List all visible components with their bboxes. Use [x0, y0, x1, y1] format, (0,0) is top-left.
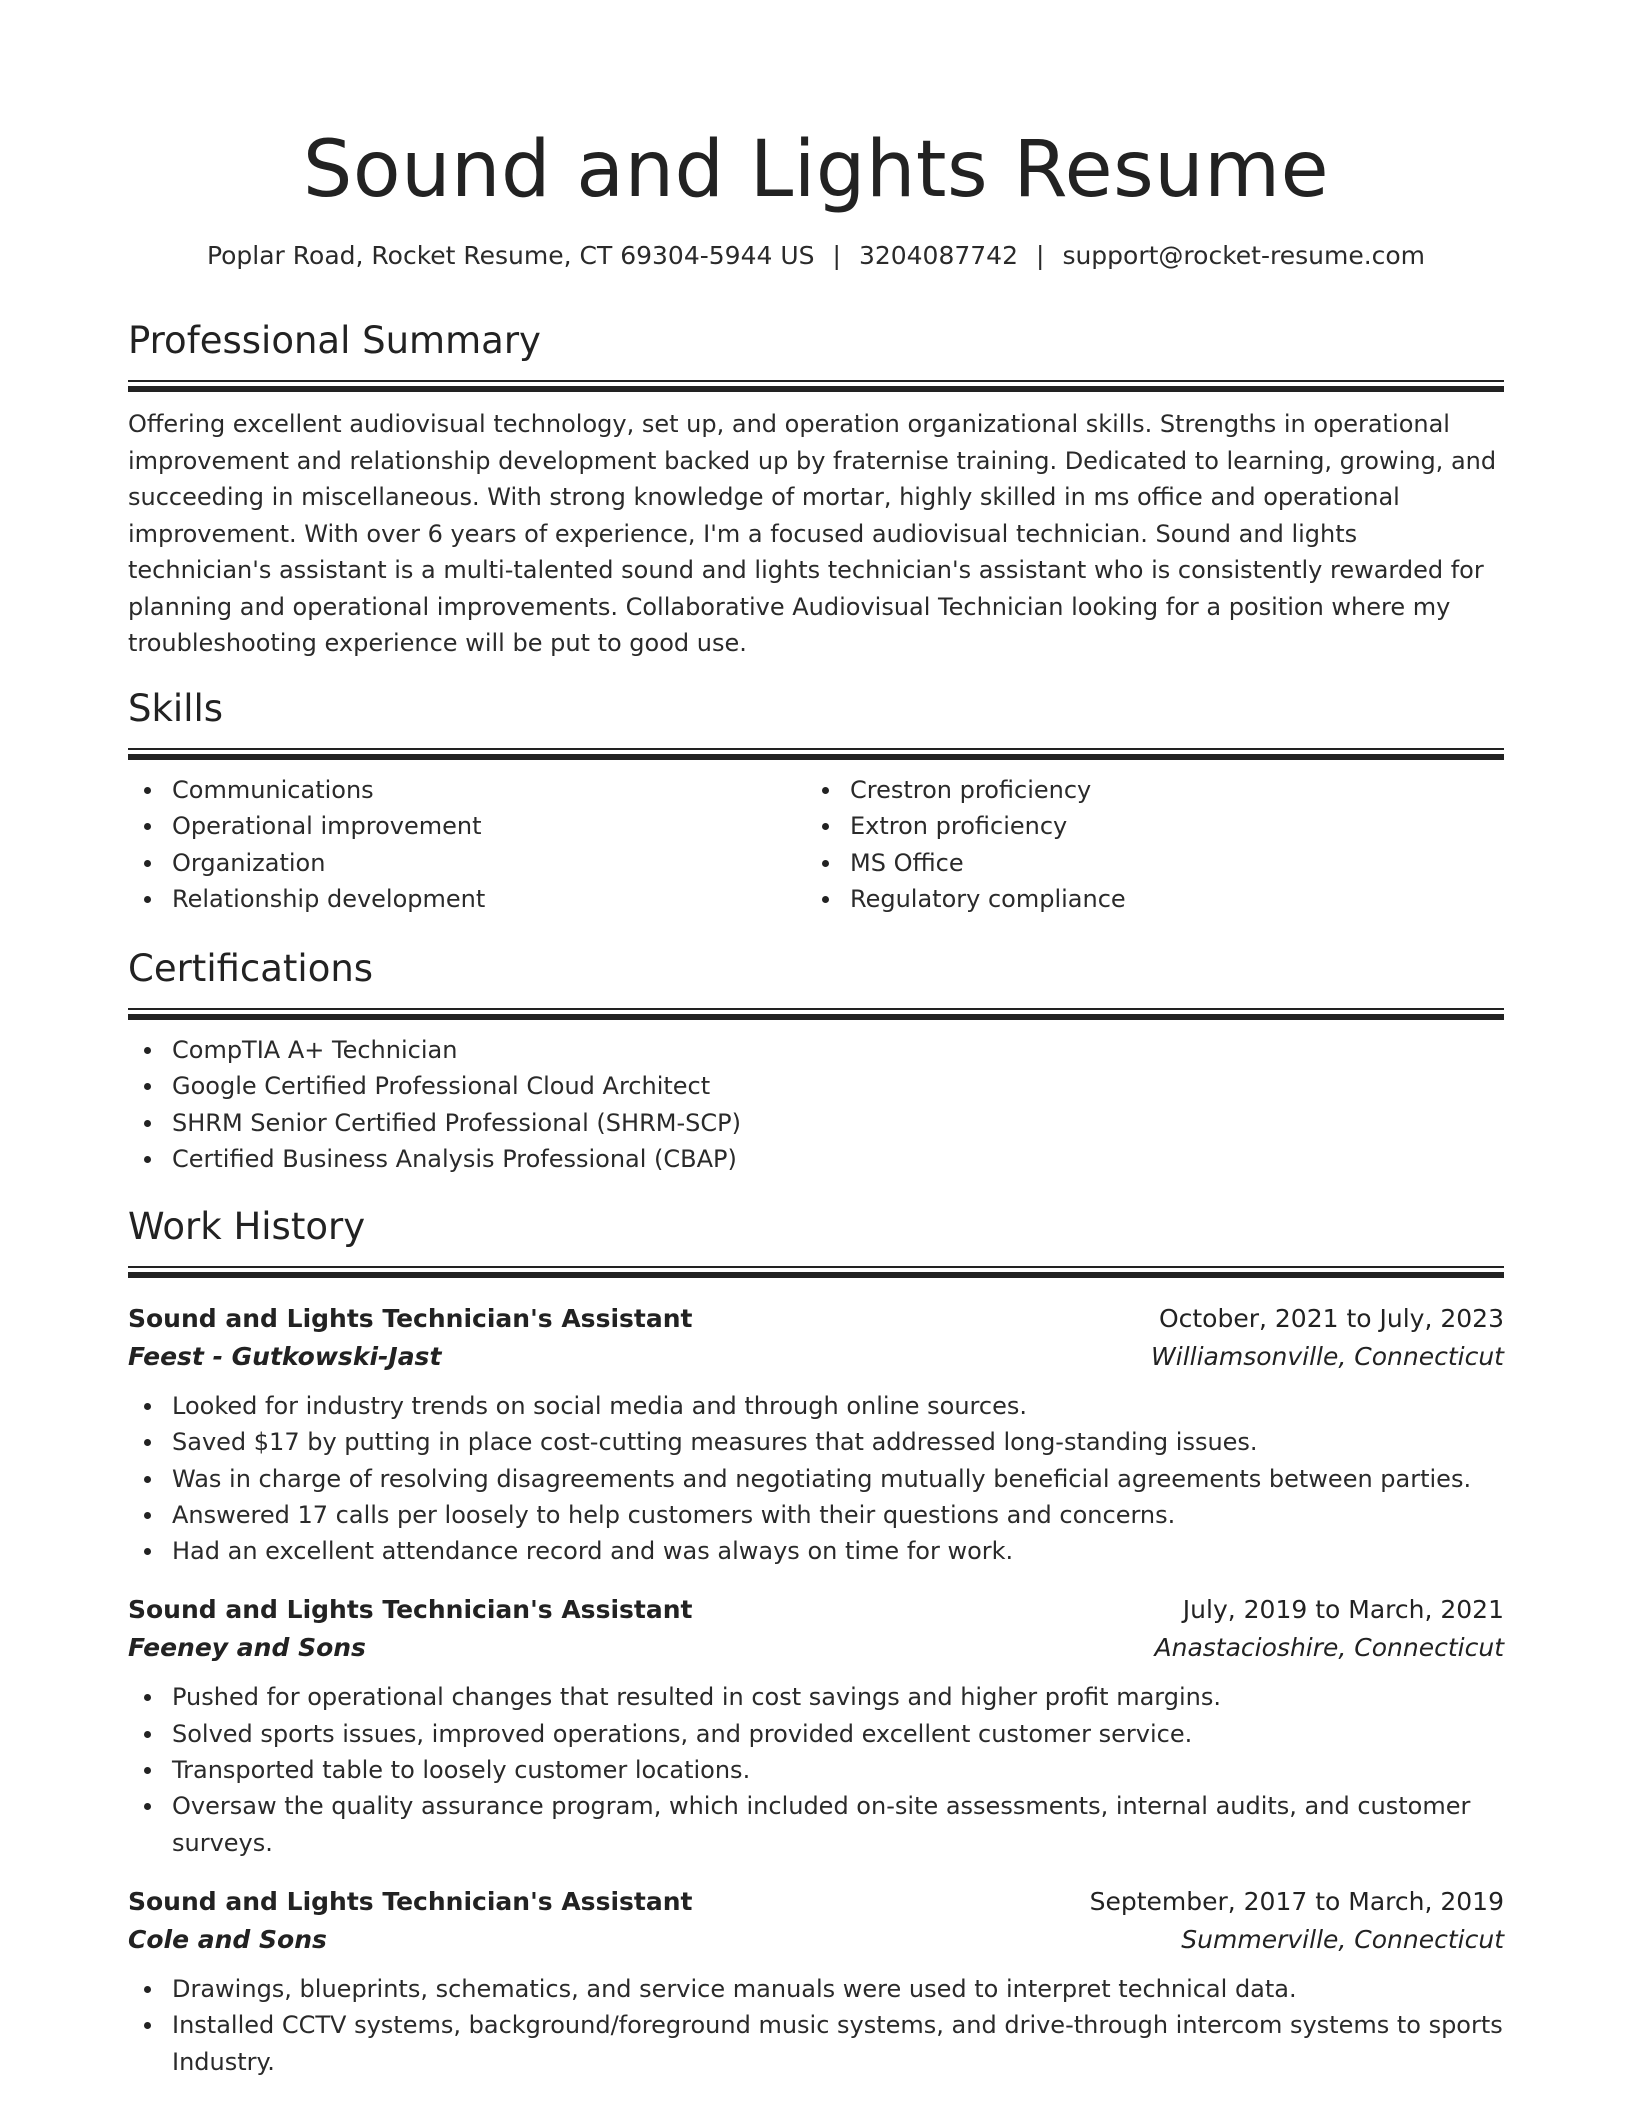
contact-phone: 3204087742 — [858, 241, 1018, 270]
job-header-row — [128, 1591, 1504, 1629]
skills-section — [128, 684, 1504, 917]
job-dates: July, 2019 to March, 2021 — [1182, 1595, 1504, 1625]
section-divider — [128, 1266, 1504, 1278]
contact-email: support@rocket-resume.com — [1062, 241, 1426, 270]
skills-heading: Skills — [128, 687, 224, 730]
job-bullet: Had an excellent attendance record and was always on time for work. — [172, 1533, 1504, 1569]
job-bullet: Pushed for operational changes that resulted in cost savings and higher profit margins. — [172, 1679, 1504, 1715]
job-header-row — [128, 1300, 1504, 1338]
contact-line — [128, 238, 1504, 274]
job-header-row — [128, 1883, 1504, 1921]
job-bullet: Solved sports issues, improved operations, and provided excellent customer service. — [172, 1716, 1504, 1752]
certifications-heading: Certifications — [128, 947, 374, 990]
job-entry — [128, 1883, 1504, 2080]
skills-list-right — [806, 772, 1484, 917]
job-location: Williamsonville, Connecticut — [1151, 1342, 1504, 1371]
skill-item: Crestron proficiency — [850, 772, 1484, 808]
job-title: Sound and Lights Technician's Assistant — [128, 1886, 693, 1916]
job-bullet: Installed CCTV systems, background/foreground music systems, and drive-through intercom systems to sports Industry. — [172, 2007, 1504, 2080]
job-company: Feeney and Sons — [128, 1633, 366, 1663]
job-company-row — [128, 1629, 1504, 1667]
section-divider — [128, 380, 1504, 392]
skills-columns — [128, 760, 1504, 917]
job-bullet: Saved $17 by putting in place cost-cutting measures that addressed long-standing issues. — [172, 1424, 1504, 1460]
job-company: Cole and Sons — [128, 1924, 327, 1954]
summary-text: Offering excellent audiovisual technology, set up, and operation organizational skills. Strengths in operational improvement and relationship development backed up by fraternise training. Dedicated to learning, growing, and succeeding in miscellaneous. With strong knowledge of mortar, highly skilled in ms office and operational improvement. With over 6 years of experience, I'm a focused audiovisual technician. Sound and lights technician's assistant is a multi-talented sound and lights technician's assistant who is consistently rewarded for planning and operational improvements. Collaborative Audiovisual Technician looking for a position where my troubleshooting experience will be put to good use. — [128, 410, 1497, 657]
skill-item: Extron proficiency — [850, 808, 1484, 844]
job-title: Sound and Lights Technician's Assistant — [128, 1304, 693, 1333]
job-bullet: Oversaw the quality assurance program, which included on-site assessments, internal audits, and customer surveys. — [172, 1788, 1504, 1861]
contact-separator: | — [1036, 241, 1045, 270]
job-company-row — [128, 1338, 1504, 1376]
skill-item: Regulatory compliance — [850, 881, 1484, 917]
job-location: Anastacioshire, Connecticut — [1154, 1633, 1504, 1663]
job-company: Feest - Gutkowski-Jast — [128, 1342, 442, 1371]
job-title: Sound and Lights Technician's Assistant — [128, 1595, 693, 1625]
job-entry — [128, 1300, 1504, 1569]
skill-item: MS Office — [850, 845, 1484, 881]
job-bullets — [128, 1679, 1504, 1860]
job-bullet: Answered 17 calls per loosely to help customers with their questions and concerns. — [172, 1497, 1504, 1533]
job-bullet: Looked for industry trends on social media and through online sources. — [172, 1388, 1504, 1424]
job-bullet: Transported table to loosely customer locations. — [172, 1752, 1504, 1788]
skill-item: Operational improvement — [172, 808, 806, 844]
job-bullets — [128, 1388, 1504, 1569]
job-company-row — [128, 1921, 1504, 1959]
work-history-section — [128, 1202, 1504, 2080]
job-dates: September, 2017 to March, 2019 — [1089, 1886, 1504, 1916]
job-location: Summerville, Connecticut — [1181, 1924, 1504, 1954]
job-bullet: Was in charge of resolving disagreements and negotiating mutually beneficial agreements between parties. — [172, 1461, 1504, 1497]
certifications-list — [128, 1032, 1504, 1177]
section-divider — [128, 748, 1504, 760]
job-entry — [128, 1591, 1504, 1860]
certification-item: SHRM Senior Certified Professional (SHRM-SCP) — [172, 1105, 1504, 1141]
job-dates: October, 2021 to July, 2023 — [1158, 1304, 1504, 1333]
skill-item: Organization — [172, 845, 806, 881]
skill-item: Communications — [172, 772, 806, 808]
certification-item: Certified Business Analysis Professional (CBAP) — [172, 1141, 1504, 1177]
contact-separator: | — [832, 241, 841, 270]
skill-item: Relationship development — [172, 881, 806, 917]
job-bullet: Drawings, blueprints, schematics, and service manuals were used to interpret technical data. — [172, 1971, 1504, 2007]
summary-heading: Professional Summary — [128, 319, 541, 362]
contact-address: Poplar Road, Rocket Resume, CT 69304-5944 US — [206, 241, 815, 270]
section-divider — [128, 1008, 1504, 1020]
resume-title: Sound and Lights Resume — [302, 125, 1330, 215]
job-bullets — [128, 1971, 1504, 2080]
certifications-section — [128, 944, 1504, 1177]
work-history-heading: Work History — [128, 1205, 366, 1248]
certification-item: Google Certified Professional Cloud Architect — [172, 1068, 1504, 1104]
summary-section — [128, 316, 1504, 662]
skills-list-left — [128, 772, 806, 917]
certification-item: CompTIA A+ Technician — [172, 1032, 1504, 1068]
